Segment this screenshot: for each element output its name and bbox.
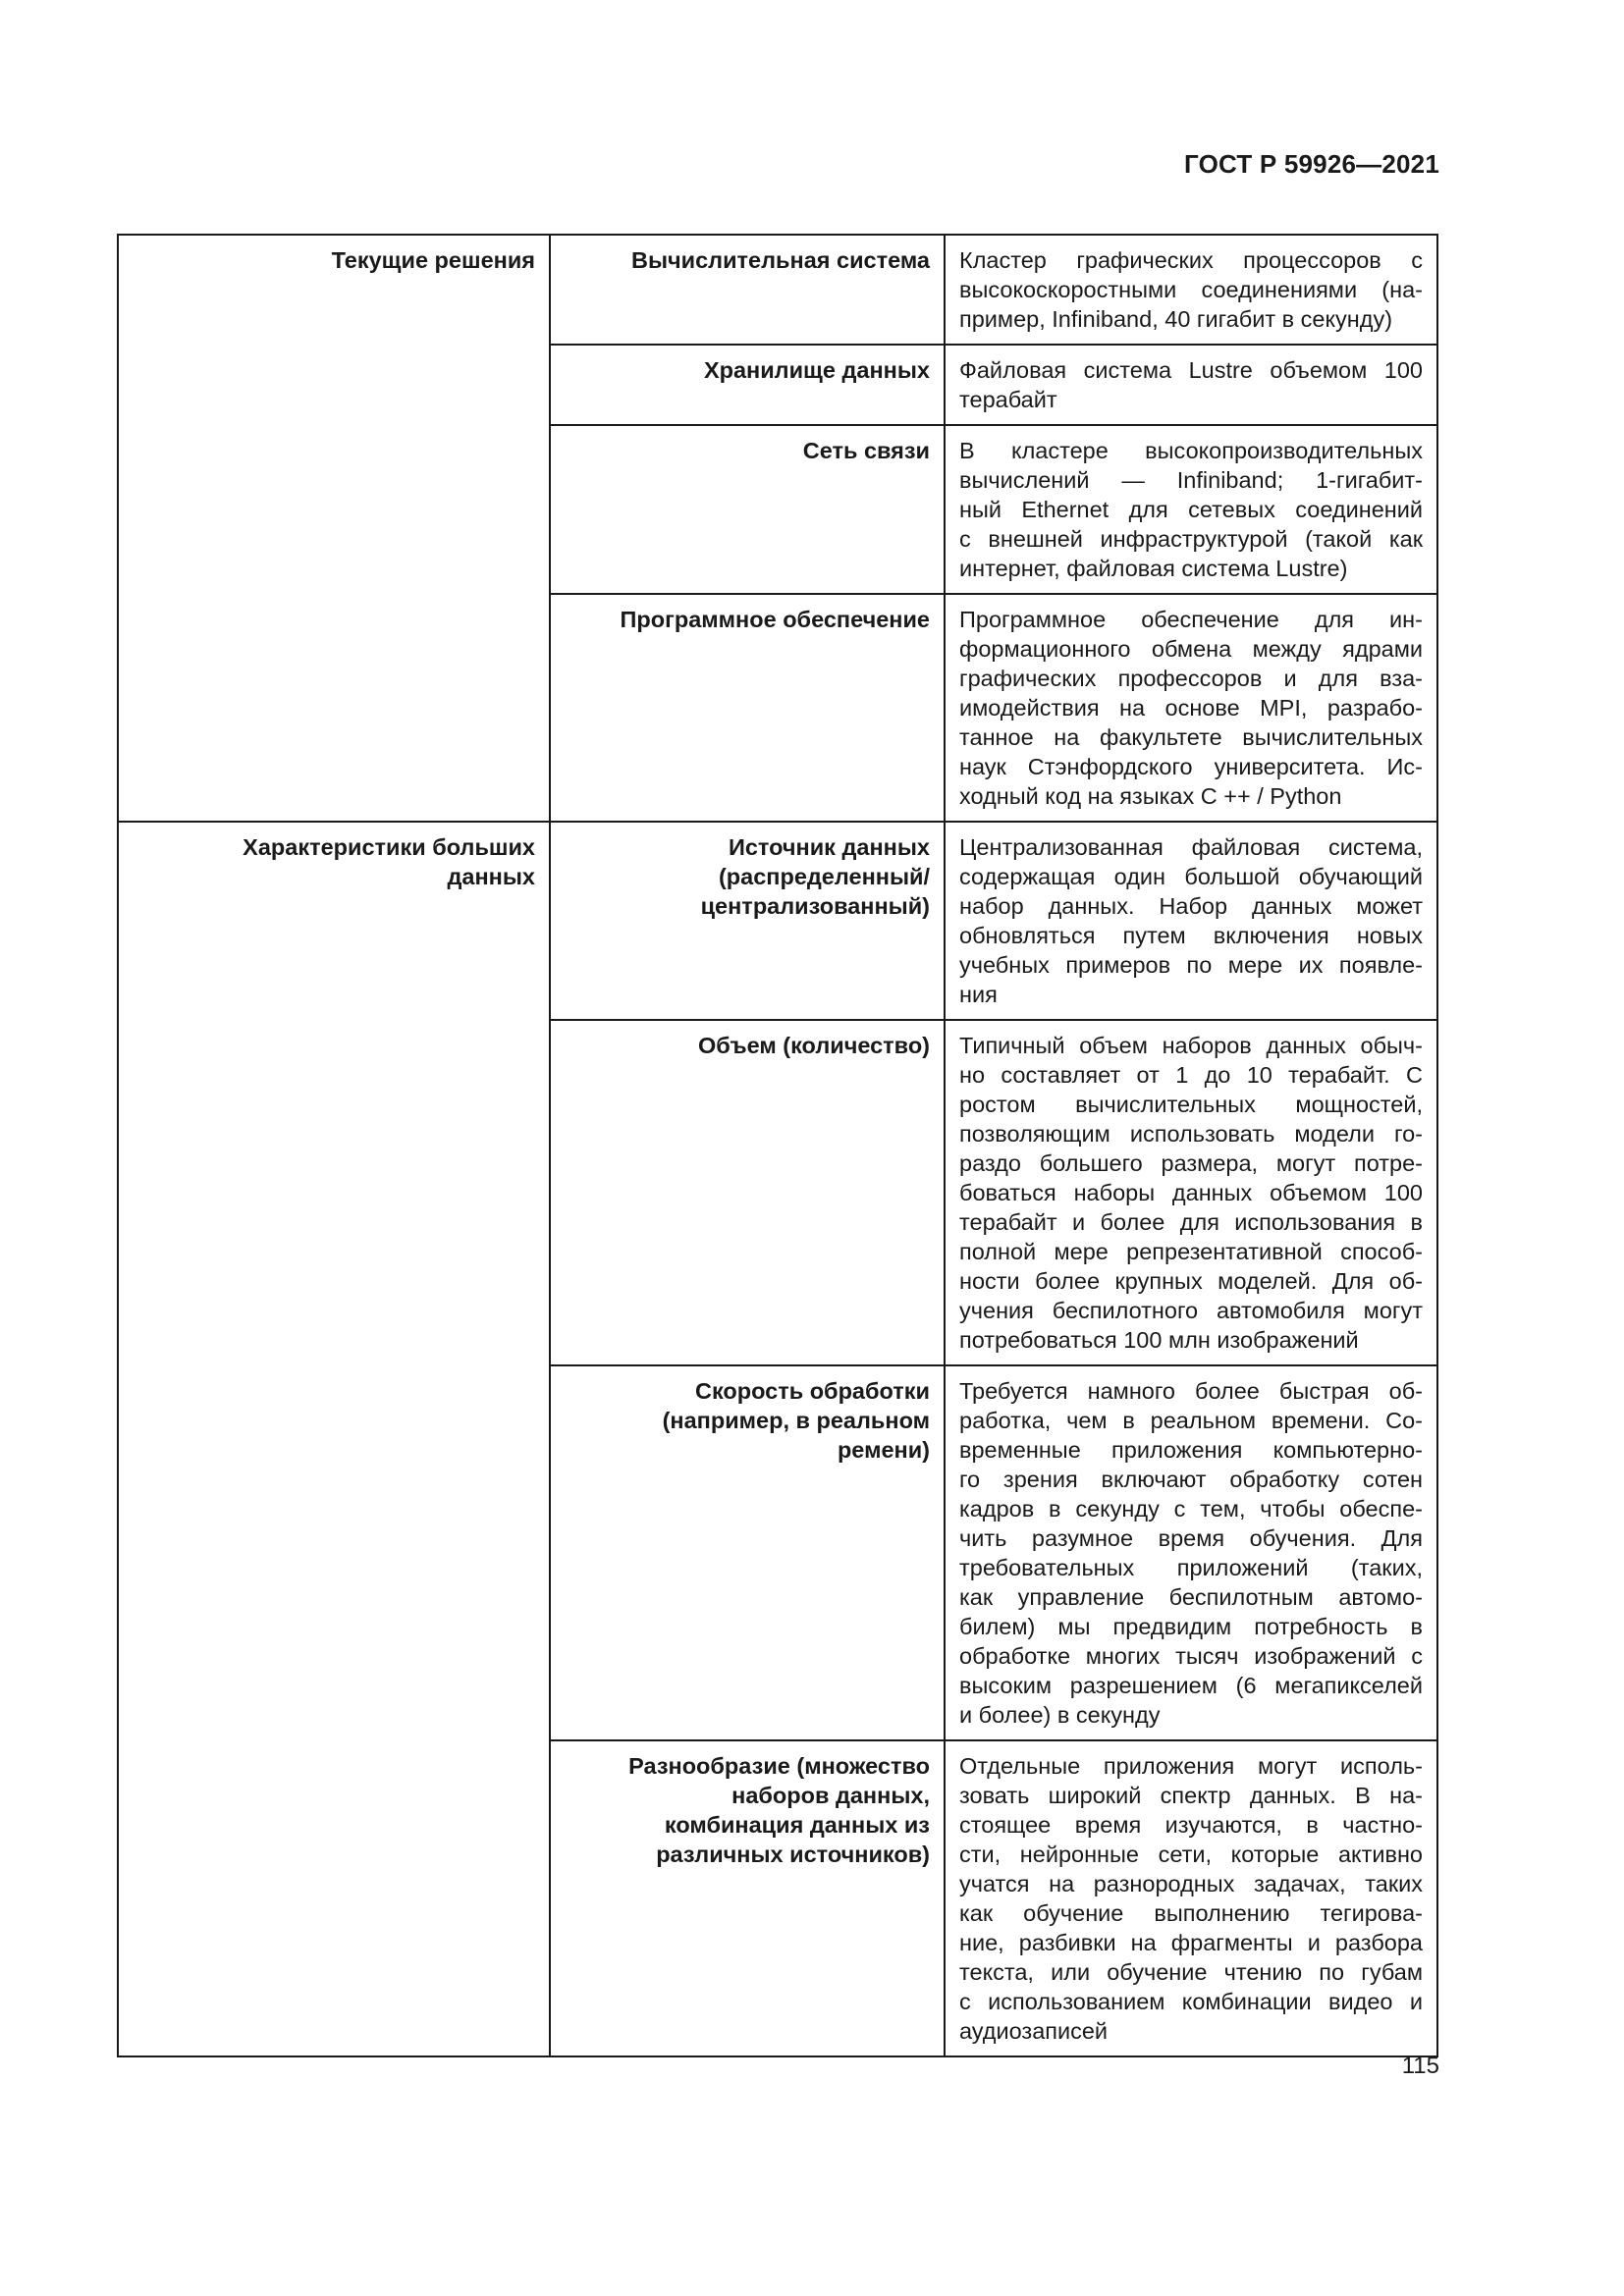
parameter-label-line: Объем (количество): [697, 1033, 930, 1058]
parameter-cell: [550, 1365, 945, 1740]
parameter-label-line: Скорость обработки: [694, 1378, 930, 1404]
description-text-line: раздо большего размера, могут потре-: [959, 1150, 1423, 1176]
description-text-line: терабайт: [959, 387, 1057, 412]
description-text-line: стоящее время изучаются, в частно-: [959, 1812, 1423, 1838]
description-text-line: Отдельные приложения могут исполь-: [959, 1753, 1423, 1779]
description-text-line: Кластер графических процессоров с: [959, 247, 1423, 273]
parameter-cell: [550, 235, 945, 345]
table-row: [118, 822, 1437, 1020]
parameter-label-line: ремени): [837, 1437, 930, 1463]
description-text-line: с внешней инфраструктурой (такой как: [959, 526, 1423, 552]
parameter-label-line: (распределенный/: [718, 864, 930, 889]
parameter-label-line: Вычислительная система: [630, 247, 930, 273]
parameter-label-line: Программное обеспечение: [620, 607, 930, 632]
parameter-label-line: различных источников): [656, 1842, 930, 1867]
description-text-line: Централизованная файловая система,: [959, 834, 1423, 860]
description-text-line: как управление беспилотным автомо-: [959, 1584, 1423, 1610]
category-cell: [118, 235, 550, 822]
description-cell: [945, 425, 1437, 594]
description-text-line: терабайт и более для использования в: [959, 1209, 1423, 1235]
description-text-line: потребоваться 100 млн изображений: [959, 1327, 1359, 1353]
description-text-line: работка, чем в реальном времени. Со-: [959, 1408, 1423, 1433]
description-text-line: высокоскоростными соединениями (на-: [959, 277, 1423, 302]
description-text-line: ности более крупных моделей. Для об-: [959, 1268, 1423, 1294]
description-text-line: чить разумное время обучения. Для: [959, 1525, 1423, 1551]
description-text-line: позволяющим использовать модели го-: [959, 1121, 1423, 1147]
description-text-line: го зрения включают обработку сотен: [959, 1467, 1423, 1492]
category-cell: [118, 822, 550, 2056]
description-text-line: требовательных приложений (таких,: [959, 1555, 1423, 1580]
parameter-cell: [550, 1740, 945, 2056]
description-text-line: обработке многих тысяч изображений с: [959, 1643, 1423, 1669]
description-text-line: временные приложения компьютерно-: [959, 1437, 1423, 1463]
description-text-line: и более) в секунду: [959, 1702, 1161, 1728]
description-text-line: учатся на разнородных задачах, таких: [959, 1871, 1423, 1896]
description-text-line: содержащая один большой обучающий: [959, 864, 1423, 889]
parameter-label-line: Сеть связи: [802, 438, 930, 463]
description-cell: [945, 345, 1437, 425]
description-text-line: обновляться путем включения новых: [959, 923, 1423, 948]
description-text-line: высоким разрешением (6 мегапикселей: [959, 1673, 1423, 1698]
spec-table-body: [118, 235, 1437, 2056]
description-text-line: учебных примеров по мере их появле-: [959, 952, 1423, 978]
description-text-line: Файловая система Lustre объемом 100: [959, 357, 1423, 383]
parameter-label-line: комбинация данных из: [664, 1812, 930, 1838]
page-number: 115: [1401, 2053, 1439, 2079]
description-text-line: имодейcтвия на основе MPI, разрабо-: [959, 695, 1423, 721]
description-text-line: танное на факультете вычислительных: [959, 724, 1423, 750]
parameter-cell: [550, 594, 945, 822]
description-cell: [945, 1365, 1437, 1740]
description-text-line: ходный код на языках C ++ / Python: [959, 783, 1342, 809]
parameter-cell: [550, 1020, 945, 1365]
description-text-line: но составляет от 1 до 10 терабайт. С: [959, 1062, 1423, 1088]
parameter-label-line: централизованный): [700, 893, 930, 919]
parameter-label-line: Хранилище данных: [703, 357, 930, 383]
description-text-line: текста, или обучение чтению по губам: [959, 1959, 1423, 1985]
description-text-line: графических профессоров и для вза-: [959, 666, 1423, 691]
description-text-line: как обучение выполнению тегирова-: [959, 1900, 1423, 1926]
description-text-line: В кластере высокопроизводительных: [959, 438, 1423, 463]
parameter-cell: [550, 345, 945, 425]
description-text-line: пример, Infiniband, 40 гигабит в секунду): [959, 306, 1393, 332]
description-text-line: ние, разбивки на фрагменты и разбора: [959, 1930, 1423, 1955]
description-text-line: ния: [959, 982, 998, 1007]
document-code: ГОСТ Р 59926—2021: [1184, 149, 1439, 179]
description-text-line: набор данных. Набор данных может: [959, 893, 1423, 919]
category-label-line: Характеристики больших: [243, 834, 535, 860]
description-text-line: полной мере репрезентативной способ-: [959, 1239, 1423, 1264]
parameter-label-line: (например, в реальном: [662, 1408, 930, 1433]
description-cell: [945, 1740, 1437, 2056]
parameter-cell: [550, 822, 945, 1020]
description-text-line: ростом вычислительных мощностей,: [959, 1092, 1423, 1117]
description-text-line: вычислений — Infiniband; 1-гигабит-: [959, 467, 1423, 493]
description-text-line: зовать широкий спектр данных. В на-: [959, 1783, 1423, 1808]
description-text-line: аудиозаписей: [959, 2018, 1109, 2044]
description-text-line: кадров в секунду с тем, чтобы обеспе-: [959, 1496, 1423, 1522]
table-row: [118, 235, 1437, 345]
description-text-line: интернет, файловая система Lustre): [959, 556, 1348, 581]
category-label-line: данных: [447, 864, 535, 889]
description-text-line: с использованием комбинации видео и: [959, 1989, 1423, 2014]
spec-table: [117, 234, 1438, 2057]
parameter-label-line: наборов данных,: [731, 1783, 930, 1808]
description-text-line: наук Стэнфордского университета. Ис-: [959, 754, 1423, 779]
description-text-line: боваться наборы данных объемом 100: [959, 1180, 1423, 1205]
description-cell: [945, 235, 1437, 345]
description-cell: [945, 822, 1437, 1020]
description-text-line: билем) мы предвидим потребность в: [959, 1614, 1423, 1639]
description-cell: [945, 1020, 1437, 1365]
description-text-line: Программное обеспечение для ин-: [959, 607, 1423, 632]
description-text-line: формационного обмена между ядрами: [959, 636, 1423, 662]
parameter-label-line: Разнообразие (множество: [628, 1753, 930, 1779]
description-text-line: ный Ethernet для сетевых соединений: [959, 497, 1423, 522]
parameter-label-line: Источник данных: [728, 834, 930, 860]
description-text-line: сти, нейронные сети, которые активно: [959, 1842, 1423, 1867]
parameter-cell: [550, 425, 945, 594]
description-text-line: учения беспилотного автомобиля могут: [959, 1298, 1423, 1323]
description-text-line: Типичный объем наборов данных обыч-: [959, 1033, 1423, 1058]
description-cell: [945, 594, 1437, 822]
category-label-line: Текущие решения: [331, 247, 535, 273]
description-text-line: Требуется намного более быстрая об-: [959, 1378, 1423, 1404]
